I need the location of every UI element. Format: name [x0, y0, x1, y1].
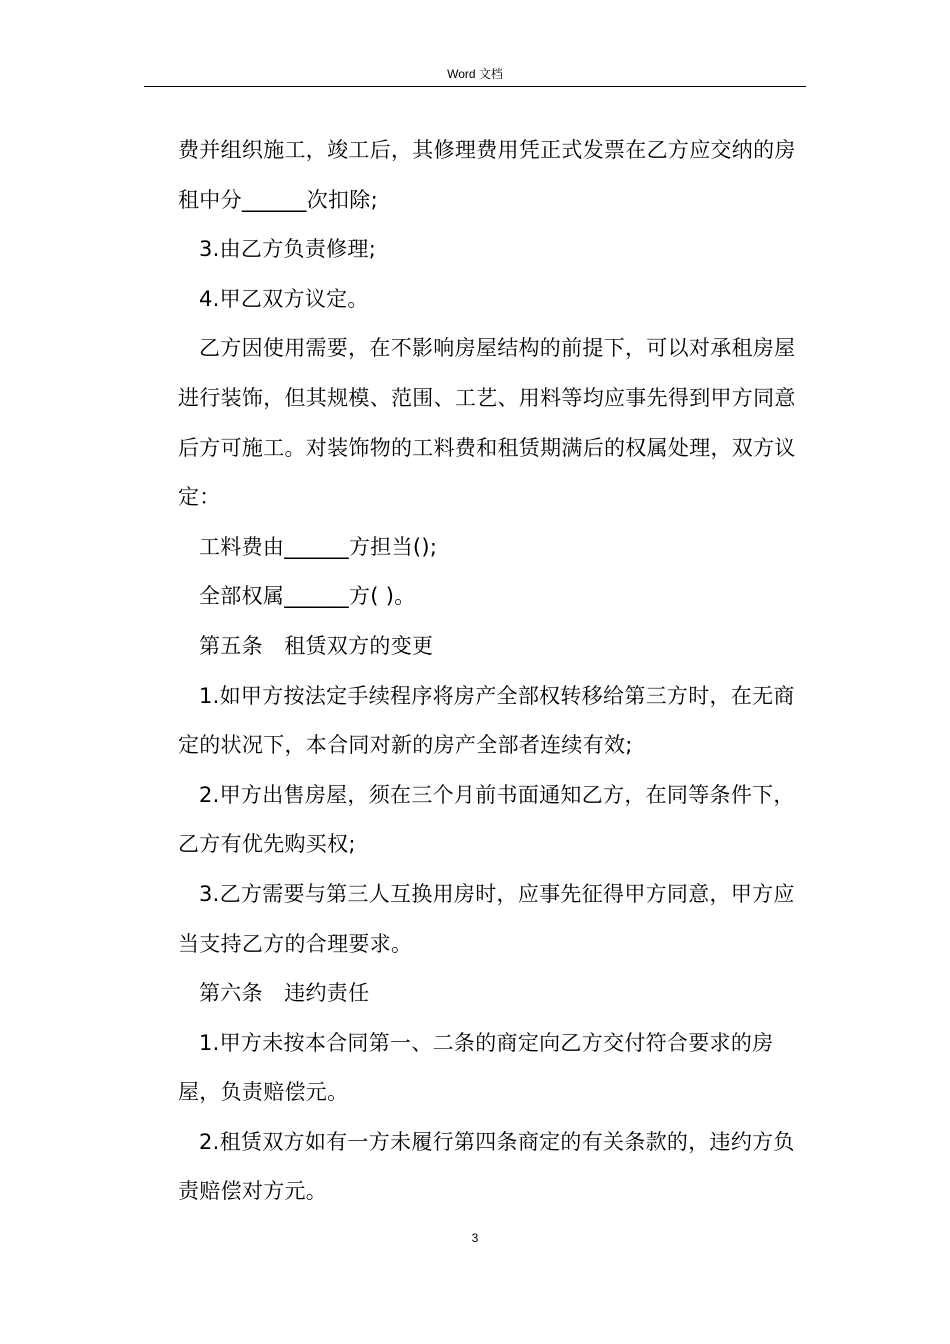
- paragraph-exchange: 3.乙方需要与第三人互换用房时，应事先征得甲方同意，甲方应当支持乙方的合理要求。: [178, 881, 795, 956]
- page-number: 3: [471, 1231, 479, 1245]
- paragraph-breach-compensation: 2.租赁双方如有一方未履行第四条商定的有关条款的，违约方负责赔偿对方元。: [178, 1129, 795, 1204]
- paragraph-landlord-breach: 1.甲方未按本合同第一、二条的商定向乙方交付符合要求的房屋，负责赔偿元。: [178, 1030, 774, 1105]
- paragraph-material-cost: 工料费由______方担当();: [199, 534, 438, 559]
- header-rule: [144, 86, 806, 87]
- page-header: Word 文档: [447, 67, 503, 81]
- paragraph-mutual-agreement: 4.甲乙双方议定。: [199, 286, 369, 311]
- paragraph-repair-cost: 费并组织施工，竣工后，其修理费用凭正式发票在乙方应交纳的房租中分______次扣除;: [178, 138, 796, 212]
- paragraph-sale-notice: 2.甲方出售房屋，须在三个月前书面通知乙方，在同等条件下，乙方有优先购买权;: [178, 782, 795, 857]
- article-five-heading: 第五条 租赁双方的变更: [199, 633, 434, 658]
- paragraph-ownership: 全部权属______方( )。: [199, 584, 416, 609]
- paragraph-decoration: 乙方因使用需要，在不影响房屋结构的前提下，可以对承租房屋进行装饰，但其规模、范围、工艺、用料等均应事先得到甲方同意后方可施工。对装饰物的工料费和租赁期满后的权属处理，双方议定：: [178, 336, 796, 510]
- article-six-heading: 第六条 违约责任: [199, 981, 370, 1006]
- paragraph-ownership-transfer: 1.如甲方按法定手续程序将房产全部权转移给第三方时，在无商定的状况下，本合同对新的房产全部者连续有效;: [178, 683, 795, 758]
- paragraph-tenant-repair: 3.由乙方负责修理;: [199, 237, 377, 262]
- document-body: [178, 126, 808, 1217]
